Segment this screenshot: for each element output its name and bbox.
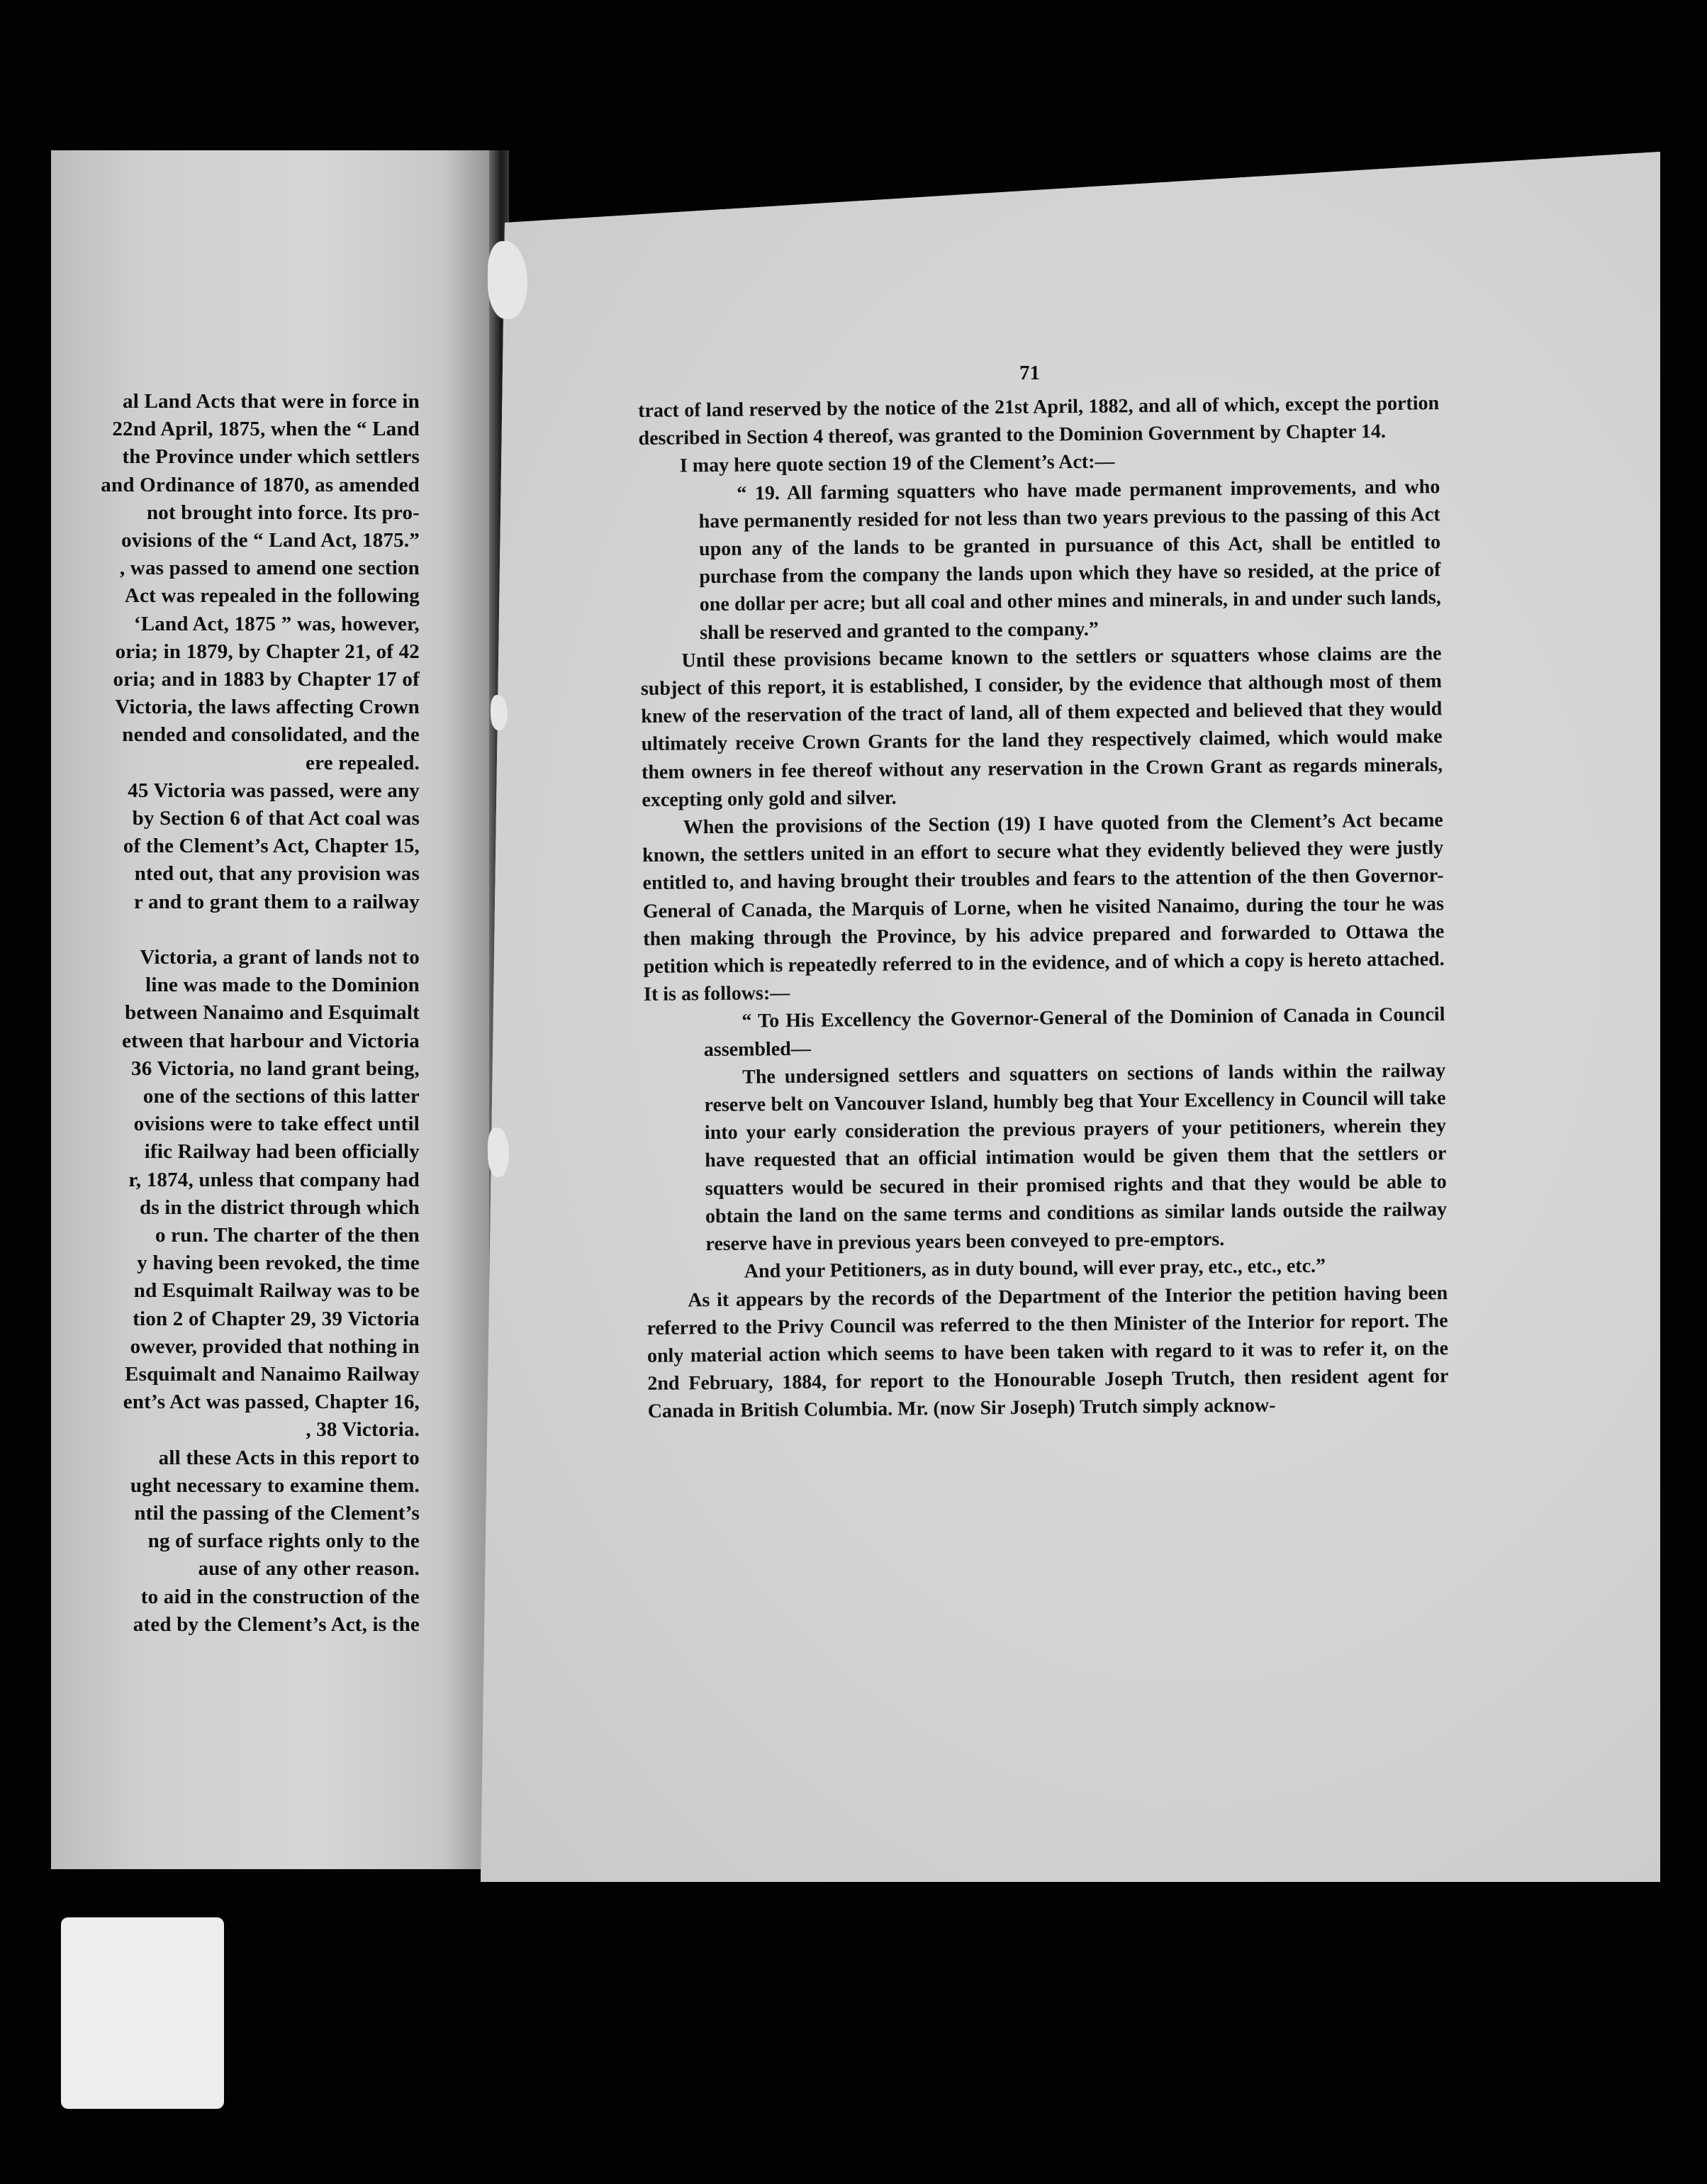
quoted-paragraph: “ 19. All farming squatters who have made permanent improvements, and who have permanently resided for not less than two years previous to the passing of this Act upon any of the lands to be granted in pursuance of this Act, shall be entitled to purchase from the company the lands upon which they have so resided, at the price of one dollar per acre; but all coal and other mines and minerals, in and under such lands, shall be reserved and granted to the company.”	[698, 475, 1441, 644]
left-page-line: the Province under which settlers	[122, 445, 420, 469]
left-page-line: nted out, that any provision was	[134, 862, 420, 886]
left-page-line: ntil the passing of the Clement’s	[134, 1502, 420, 1525]
left-page-line: ‘Land Act, 1875 ” was, however,	[133, 612, 420, 635]
left-page-line: ught necessary to examine them.	[130, 1473, 420, 1497]
left-page-line: one of the sections of this latter	[142, 1085, 420, 1108]
left-page-line: Victoria, a grant of lands not to	[140, 946, 420, 969]
left-page-line: oria; in 1879, by Chapter 21, of 42	[115, 640, 420, 663]
left-page-line: Esquimalt and Nanaimo Railway	[125, 1363, 420, 1386]
left-page-line: all these Acts in this report to	[158, 1446, 420, 1469]
left-page-line: nended and consolidated, and the	[122, 723, 420, 747]
left-page-line: nd Esquimalt Railway was to be	[133, 1279, 420, 1303]
left-page-line: ent’s Act was passed, Chapter 16,	[123, 1391, 420, 1414]
left-page-line: , 38 Victoria.	[306, 1418, 420, 1442]
left-page-line: and Ordinance of 1870, as amended	[101, 473, 420, 496]
quoted-paragraph: “ To His Excellency the Governor-General of the Dominion of Canada in Council assembled—	[703, 1003, 1445, 1061]
left-page-line: ated by the Clement’s Act, is the	[133, 1612, 420, 1636]
left-page-line: ause of any other reason.	[198, 1557, 420, 1581]
left-page-line: 22nd April, 1875, when the “ Land	[112, 418, 420, 441]
left-page-line: o run. The charter of the then	[155, 1224, 420, 1247]
left-page-line: ovisions were to take effect until	[133, 1113, 420, 1136]
left-page-line: to aid in the construction of the	[140, 1585, 420, 1608]
left-page-line: not brought into force. Its pro-	[146, 501, 420, 524]
left-page-line: line was made to the Dominion	[145, 974, 420, 997]
left-page-line: r, 1874, unless that company had	[128, 1168, 420, 1191]
left-page-line: etween that harbour and Victoria	[122, 1029, 420, 1052]
left-page-line: 45 Victoria was passed, were any	[128, 779, 420, 802]
left-page-line: owever, provided that nothing in	[130, 1335, 420, 1358]
page-number: 71	[1019, 362, 1040, 384]
left-page-line: y having been revoked, the time	[137, 1252, 420, 1275]
quoted-paragraph: And your Petitioners, as in duty bound, will ever pray, etc., etc., etc.”	[744, 1255, 1326, 1283]
left-page-line: Victoria, the laws affecting Crown	[115, 696, 420, 719]
left-page-line: Act was repealed in the following	[124, 584, 420, 608]
body-paragraph: As it appears by the records of the Department of the Interior the petition having been referred to the Privy Council was referred to the then Minister of the Interior for report. The only material action which seems to have been taken with regard to it was to refer it, on the 2nd February, 1884, for report to the Honourable Joseph Trutch, then resident agent for Canada in British Columbia. Mr. (now Sir Joseph) Trutch simply acknow-	[647, 1281, 1449, 1423]
left-page-line: ovisions of the “ Land Act, 1875.”	[121, 529, 420, 552]
left-page-line: al Land Acts that were in force in	[123, 390, 420, 413]
left-page-line: r and to grant them to a railway	[134, 890, 420, 913]
paper-slip	[61, 1917, 224, 2109]
left-page-line: tion 2 of Chapter 29, 39 Victoria	[133, 1307, 420, 1330]
left-page-line: by Section 6 of that Act coal was	[132, 807, 420, 830]
body-paragraph: I may here quote section 19 of the Clement’s Act:—	[679, 450, 1115, 477]
left-page-line: ere repealed.	[306, 751, 420, 774]
left-page-line: ds in the district through which	[139, 1196, 420, 1219]
quoted-paragraph: The undersigned settlers and squatters on sections of lands within the railway reserve belt on Vancouver Island, humbly beg that Your Excellency in Council will take into your early consideration the previous prayers of your petitioners, wherein they have requested that an official intimation would be given them that the settlers or squatters would be secured in their promised rights and that they would be able to obtain the land on the same terms and conditions as similar lands outside the railway reserve have in previous years been conveyed to pre-emptors.	[704, 1059, 1448, 1256]
left-page-line: ng of surface rights only to the	[147, 1530, 420, 1553]
binding-tear-mid	[491, 695, 508, 730]
left-page	[51, 150, 496, 1869]
left-page-line: between Nanaimo and Esquimalt	[125, 1001, 420, 1025]
body-paragraph: tract of land reserved by the notice of the 21st April, 1882, and all of which, except the portion described in Section 4 thereof, was granted to the Dominion Government by Chapter 14.	[638, 392, 1440, 450]
left-page-line: oria; and in 1883 by Chapter 17 of	[113, 668, 420, 691]
body-paragraph: Until these provisions became known to the settlers or squatters whose claims are the subject of this report, it is established, I consider, by the evidence that although most of them knew of the reservation of the tract of land, all of them expected and believed that they would ultimately receive Crown Grants for the land they respectively claimed, which would make them owners in fee thereof without any reservation in the Crown Grant as regards minerals, excepting only gold and silver.	[640, 642, 1443, 811]
body-paragraph: When the provisions of the Section (19) I have quoted from the Clement’s Act became known, the settlers united in an effort to secure what they evidently believed they were justly entitled to, and having brought their troubles and fears to the attention of the then Governor-General of Canada, the Marquis of Lorne, when he visited Nanaimo, during the tour he was then making through the Province, by his advice prepared and forwarded to Ottawa the petition which is repeatedly referred to in the evidence, and of which a copy is hereto attached. It is as follows:—	[642, 809, 1445, 1006]
left-page-line: , was passed to amend one section	[119, 557, 420, 580]
left-page-line: ific Railway had been officially	[144, 1140, 420, 1164]
left-page-line: of the Clement’s Act, Chapter 15,	[123, 835, 420, 858]
left-page-line: 36 Victoria, no land grant being,	[131, 1057, 420, 1080]
right-page-text	[638, 389, 1449, 1425]
